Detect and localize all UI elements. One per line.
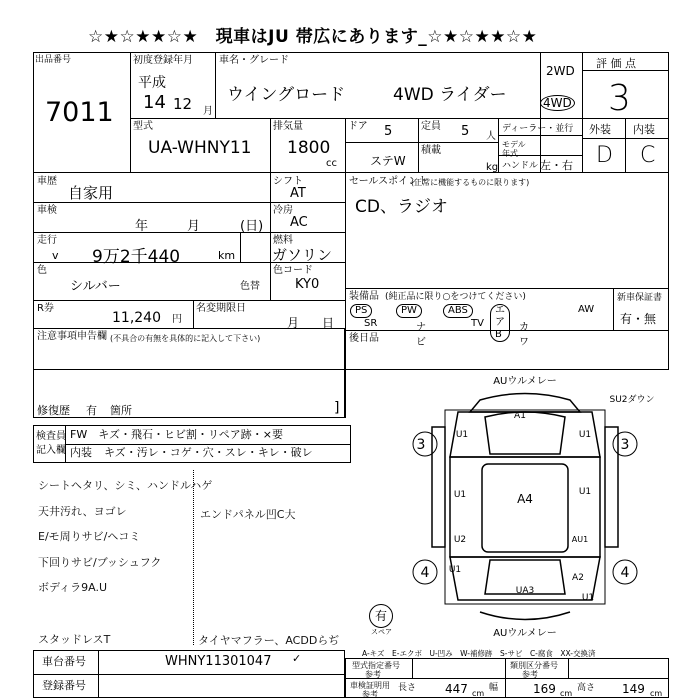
height-value: 149 [622, 682, 645, 696]
equip-ps: PS [350, 304, 372, 318]
mileage-label: 走行 [37, 235, 57, 246]
spare-mark: 有 [369, 604, 393, 628]
lot-label: 出品番号 [35, 55, 72, 65]
height-label: 高さ [577, 683, 596, 693]
equipment-label: 装備品 [349, 291, 379, 302]
check-row1: FW キズ・飛石・ヒビ割・リペア跡・×要 [70, 428, 283, 441]
inspector-note: ボディラ9A.U [38, 581, 107, 594]
inspection-month: 月 [187, 219, 201, 234]
recycle-label: R券 [37, 303, 54, 314]
diagram-roof: A4 [517, 492, 533, 506]
name-change-month: 月 [287, 316, 300, 330]
dealer-label: ディーラー・並行 [502, 124, 574, 134]
model-value: UA-WHNY11 [148, 138, 252, 158]
damage-legend: A-キズ E-エクボ U-凹み W-補修跡 S-サビ C-腐食 XX-交換済 [362, 649, 596, 658]
inspector-note: 天井汚れ、ヨゴレ [38, 505, 127, 518]
lot-number: 7011 [45, 97, 114, 128]
car-name-label: 車名・グレード [219, 55, 289, 66]
inspector-note-right: エンドパネル凹C大 [200, 508, 296, 521]
inspector-label-1: 検査員 [36, 431, 66, 442]
color-code-value: KY0 [295, 277, 320, 292]
type-approval-sub: 参考 [365, 670, 381, 679]
warranty-label: 新車保証書 [617, 293, 663, 303]
height-unit: cm [650, 689, 663, 698]
width-value: 169 [533, 682, 556, 696]
diagram-u1-b2: U1 [581, 593, 595, 603]
diagram-u1-bottom: U1 [448, 565, 462, 575]
length-unit: cm [472, 689, 485, 698]
wheel-rear-right: 4 [620, 565, 630, 581]
capacity-label: 定員 [421, 121, 441, 132]
mileage-unit: km [218, 249, 236, 262]
equip-tv: TV [471, 318, 484, 329]
shift-value: AT [290, 186, 306, 201]
inspector-note-right: タイヤマフラー、ACDDらぢ [198, 634, 340, 647]
width-unit: cm [560, 689, 573, 698]
equip-aw: AW [578, 304, 595, 315]
car-name: ウイングロード [227, 85, 346, 105]
cert-sub: 参考 [362, 690, 378, 699]
capacity-unit: 人 [486, 131, 496, 142]
car-grade: 4WD ライダー [393, 85, 507, 105]
inspector-note: E/モ周りサビ/ヘコミ [38, 530, 141, 543]
diagram-bottom-note: AUウルメレー [493, 628, 557, 639]
repair-label: 修復歴 [37, 404, 70, 417]
inspection-label: 車検 [37, 205, 57, 216]
recycle-unit: 円 [172, 314, 182, 325]
repair-unit: 箇所 [110, 404, 132, 417]
rear-seat-label: 後日品 [349, 333, 379, 344]
interior-label: 内装 [633, 123, 655, 136]
cert-label: 車検証明用 [350, 681, 390, 690]
score-value: 3 [608, 78, 631, 119]
load-unit: kg [486, 162, 499, 173]
doors-label: ドア [348, 121, 368, 132]
displacement-unit: cc [326, 158, 337, 169]
drive-2wd: 2WD [546, 64, 575, 78]
inspector-note: 下回りサビ/ブッシュフク [38, 556, 162, 569]
notes-label: 注意事項申告欄 [37, 331, 107, 342]
warranty-value: 有・無 [620, 312, 657, 326]
equip-leather: カワ [519, 322, 529, 348]
sales-point-label: セールスポイント [349, 176, 429, 187]
diagram-rear: UA3 [515, 586, 535, 596]
model-year-label: モデル年式 [502, 140, 526, 158]
diagram-tr: U1 [578, 430, 592, 440]
diagram-a2: A2 [572, 573, 584, 583]
inspector-note: シートヘタリ、シミ、ハンドルハゲ [38, 479, 213, 492]
notes-sub: (不具合の有無を具体的に記入して下さい) [110, 334, 261, 343]
name-change-day: 日 [322, 316, 335, 330]
capacity-value: 5 [461, 124, 470, 139]
exterior-grade: D [596, 143, 613, 168]
wheel-front-right: 3 [620, 437, 630, 453]
fuel-value: ガソリン [272, 246, 333, 264]
mileage-prefix: v [52, 249, 59, 262]
wheel-rear-left: 4 [420, 565, 430, 581]
diagram-hood: A1 [514, 411, 526, 421]
sales-point-value: CD、ラジオ [355, 197, 448, 217]
body-type: ステW [370, 154, 406, 168]
equip-airbag: エアB [490, 304, 510, 342]
check-row2-label: 内装 [70, 446, 92, 459]
fuel-label: 燃料 [273, 235, 293, 246]
notes-frame [33, 328, 345, 418]
length-value: 447 [445, 682, 468, 696]
doors-value: 5 [384, 124, 393, 139]
registration-label: 初度登録年月 [133, 55, 193, 66]
diagram-u2: U2 [453, 535, 467, 545]
score-label: 評 価 点 [596, 57, 636, 70]
type-approval-label: 型式指定番号 [352, 661, 400, 670]
car-diagram [400, 372, 655, 640]
exterior-label: 外装 [589, 123, 611, 136]
recycle-value: 11,240 [112, 310, 161, 326]
displacement-value: 1800 [287, 138, 331, 158]
history-label: 車歴 [37, 176, 57, 187]
diagram-sub: SU2ダウン [609, 395, 655, 405]
load-label: 積載 [421, 145, 441, 156]
diagram-tl: U1 [455, 430, 469, 440]
registration-month: 12 [173, 95, 193, 113]
chassis-label: 車台番号 [42, 655, 86, 668]
steering-value: 左・右 [540, 159, 573, 172]
drive-4wd: 4WD [540, 95, 575, 111]
category-label: 類別区分番号 [510, 661, 558, 670]
category-sub: 参考 [522, 670, 538, 679]
header-banner: ☆★☆★★☆★ 現車はJU 帯広にあります_☆★☆★★☆★ [88, 27, 538, 47]
interior-grade: C [640, 143, 656, 168]
color-value: シルバー [70, 279, 121, 294]
chassis-check: ✓ [292, 652, 302, 665]
wheel-front-left: 3 [416, 437, 426, 453]
repair-value: 有 [86, 404, 97, 417]
steering-label: ハンドル [502, 161, 539, 171]
model-label: 型式 [133, 121, 153, 132]
color-change-label: 色替 [240, 281, 260, 292]
registration-year: 14 [143, 92, 166, 113]
spare-label: スペア [371, 628, 392, 636]
length-label: 長さ [398, 683, 417, 693]
sales-point-note: (正常に機能するものに限ります) [411, 178, 530, 187]
diagram-mr: U1 [578, 487, 592, 497]
equip-navi: ナビ [416, 322, 426, 348]
reg-no-label: 登録番号 [42, 679, 86, 692]
aircon-value: AC [290, 215, 308, 230]
mileage-value: 9万2千440 [92, 247, 181, 267]
name-change-label: 名変期限日 [196, 303, 246, 314]
width-label: 幅 [489, 683, 499, 693]
inspection-year: 年 [135, 219, 149, 234]
color-label: 色 [37, 265, 47, 276]
aircon-label: 冷房 [273, 205, 293, 216]
chassis-number: WHNY11301047 [165, 654, 272, 669]
inspector-note: スタッドレスT [38, 633, 111, 646]
history-value: 自家用 [68, 184, 114, 202]
equipment-note: (純正品に限り○をつけてください) [385, 292, 526, 302]
notes-bracket: ] [334, 400, 340, 416]
equip-pw: PW [396, 304, 422, 318]
shift-label: シフト [273, 176, 303, 187]
registration-era: 平成 [138, 75, 166, 91]
registration-month-unit: 月 [203, 106, 213, 117]
diagram-ml: U1 [453, 490, 467, 500]
diagram-top-note: AUウルメレー [493, 376, 557, 387]
inspection-day: (日) [240, 219, 264, 234]
equip-sr: SR [364, 318, 378, 329]
diagram-au1: AU1 [571, 535, 589, 544]
color-code-label: 色コード [273, 265, 313, 276]
inspector-label-2: 記入欄 [36, 445, 66, 456]
check-row2: キズ・汚レ・コゲ・穴・スレ・キレ・破レ [104, 446, 313, 459]
equip-abs: ABS [443, 304, 473, 318]
displacement-label: 排気量 [273, 121, 303, 132]
